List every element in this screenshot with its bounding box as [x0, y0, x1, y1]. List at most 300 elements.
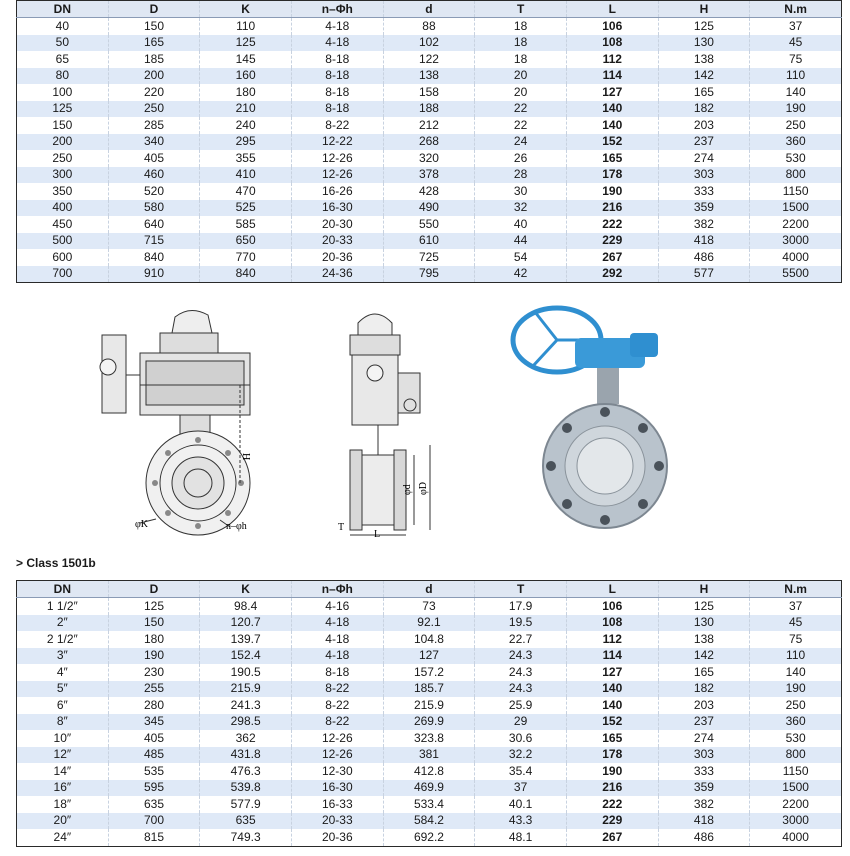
table-row	[17, 68, 842, 85]
table-cell: 485	[108, 747, 200, 764]
column-header: N.m	[750, 1, 842, 18]
table-cell: 125	[17, 101, 109, 118]
table-cell: 4″	[17, 664, 109, 681]
table-row	[17, 813, 842, 830]
column-header: d	[383, 1, 475, 18]
table-row	[17, 167, 842, 184]
table-cell: 274	[658, 150, 750, 167]
table-cell: 43.3	[475, 813, 567, 830]
table-cell: 50	[17, 35, 109, 52]
table-cell: 5500	[750, 266, 842, 283]
column-header: K	[200, 1, 292, 18]
table-cell: 490	[383, 200, 475, 217]
table-cell: 165	[658, 84, 750, 101]
dimension-table-2	[16, 580, 842, 847]
table-cell: 190	[566, 763, 658, 780]
table-cell: 165	[566, 730, 658, 747]
table-cell: 212	[383, 117, 475, 134]
table-cell: 18″	[17, 796, 109, 813]
table-cell: 910	[108, 266, 200, 283]
table-cell: 340	[108, 134, 200, 151]
table-cell: 188	[383, 101, 475, 118]
table-cell: 4-18	[291, 18, 383, 35]
table-cell: 267	[566, 249, 658, 266]
table-cell: 140	[566, 681, 658, 698]
table-cell: 150	[108, 615, 200, 632]
table-cell: 110	[750, 68, 842, 85]
table-cell: 160	[200, 68, 292, 85]
table-cell: 40	[475, 216, 567, 233]
table-cell: 203	[658, 117, 750, 134]
table-cell: 200	[17, 134, 109, 151]
table-cell: 158	[383, 84, 475, 101]
table-body	[17, 18, 842, 283]
table-cell: 240	[200, 117, 292, 134]
table-cell: 139.7	[200, 631, 292, 648]
table-cell: 12-26	[291, 730, 383, 747]
table-row	[17, 266, 842, 283]
table-row	[17, 648, 842, 665]
column-header: DN	[17, 581, 109, 598]
table-row	[17, 134, 842, 151]
table-row	[17, 796, 842, 813]
label-t: T	[338, 522, 345, 533]
table-cell: 152	[566, 134, 658, 151]
table-cell: 182	[658, 101, 750, 118]
table-cell: 2″	[17, 615, 109, 632]
table-cell: 476.3	[200, 763, 292, 780]
table-cell: 127	[566, 84, 658, 101]
table-cell: 157.2	[383, 664, 475, 681]
table-cell: 359	[658, 780, 750, 797]
table-cell: 190	[750, 681, 842, 698]
table-cell: 230	[108, 664, 200, 681]
column-header: n–Φh	[291, 1, 383, 18]
table-cell: 298.5	[200, 714, 292, 731]
table-cell: 3″	[17, 648, 109, 665]
table-cell: 112	[566, 51, 658, 68]
table-row	[17, 780, 842, 797]
table-cell: 250	[17, 150, 109, 167]
table-cell: 102	[383, 35, 475, 52]
table-cell: 138	[658, 631, 750, 648]
table-cell: 215.9	[200, 681, 292, 698]
table-cell: 17.9	[475, 598, 567, 615]
table-cell: 405	[108, 730, 200, 747]
table-cell: 28	[475, 167, 567, 184]
table-cell: 180	[200, 84, 292, 101]
table-cell: 250	[108, 101, 200, 118]
front-view-drawing	[80, 305, 280, 540]
table-cell: 345	[108, 714, 200, 731]
table-row	[17, 51, 842, 68]
table-cell: 185	[108, 51, 200, 68]
table-cell: 125	[108, 598, 200, 615]
table-cell: 255	[108, 681, 200, 698]
table-cell: 280	[108, 697, 200, 714]
table-cell: 359	[658, 200, 750, 217]
table-cell: 292	[566, 266, 658, 283]
table-row	[17, 233, 842, 250]
table-cell: 12-26	[291, 167, 383, 184]
table-cell: 24	[475, 134, 567, 151]
table-cell: 22	[475, 101, 567, 118]
table-cell: 635	[200, 813, 292, 830]
table-cell: 725	[383, 249, 475, 266]
column-header: L	[566, 581, 658, 598]
table-row	[17, 730, 842, 747]
table-cell: 500	[17, 233, 109, 250]
table-cell: 405	[108, 150, 200, 167]
table-cell: 16-30	[291, 200, 383, 217]
table-cell: 190	[108, 648, 200, 665]
column-header: L	[566, 1, 658, 18]
valve-photo	[505, 298, 705, 548]
table-cell: 8-22	[291, 714, 383, 731]
table-cell: 25.9	[475, 697, 567, 714]
table-cell: 106	[566, 598, 658, 615]
table-cell: 1150	[750, 763, 842, 780]
table-cell: 585	[200, 216, 292, 233]
table-cell: 138	[383, 68, 475, 85]
column-header: n–Φh	[291, 581, 383, 598]
table-cell: 200	[108, 68, 200, 85]
table-cell: 140	[566, 101, 658, 118]
table-cell: 8-18	[291, 101, 383, 118]
table-cell: 1500	[750, 780, 842, 797]
table-cell: 75	[750, 51, 842, 68]
table-cell: 269.9	[383, 714, 475, 731]
table-cell: 382	[658, 796, 750, 813]
table-cell: 20-30	[291, 216, 383, 233]
table-cell: 470	[200, 183, 292, 200]
table-cell: 229	[566, 813, 658, 830]
table-cell: 152	[566, 714, 658, 731]
table-cell: 4-16	[291, 598, 383, 615]
table-cell: 1150	[750, 183, 842, 200]
table-cell: 190.5	[200, 664, 292, 681]
table-cell: 635	[108, 796, 200, 813]
table-cell: 469.9	[383, 780, 475, 797]
table-cell: 18	[475, 35, 567, 52]
table-cell: 600	[17, 249, 109, 266]
table-cell: 180	[108, 631, 200, 648]
table-cell: 32	[475, 200, 567, 217]
table-cell: 45	[750, 35, 842, 52]
table-cell: 45	[750, 615, 842, 632]
table-cell: 8″	[17, 714, 109, 731]
column-header: D	[108, 1, 200, 18]
table-cell: 150	[108, 18, 200, 35]
table-row	[17, 249, 842, 266]
table-row	[17, 763, 842, 780]
table-cell: 16-26	[291, 183, 383, 200]
column-header: N.m	[750, 581, 842, 598]
table-cell: 185.7	[383, 681, 475, 698]
table-cell: 32.2	[475, 747, 567, 764]
table-cell: 114	[566, 68, 658, 85]
label-phi-big-d: φD	[418, 482, 429, 495]
table-cell: 12″	[17, 747, 109, 764]
table-cell: 142	[658, 68, 750, 85]
table-row	[17, 84, 842, 101]
label-n-phi-h: n–φh	[226, 521, 247, 532]
table-cell: 381	[383, 747, 475, 764]
table-cell: 580	[108, 200, 200, 217]
table-row	[17, 697, 842, 714]
table-cell: 140	[750, 84, 842, 101]
table-cell: 20	[475, 68, 567, 85]
table-cell: 323.8	[383, 730, 475, 747]
table-cell: 584.2	[383, 813, 475, 830]
table-cell: 44	[475, 233, 567, 250]
table-cell: 815	[108, 829, 200, 846]
table-cell: 6″	[17, 697, 109, 714]
table-cell: 75	[750, 631, 842, 648]
table-cell: 418	[658, 813, 750, 830]
table-cell: 486	[658, 249, 750, 266]
table-cell: 303	[658, 167, 750, 184]
table-cell: 120.7	[200, 615, 292, 632]
table-header-row	[17, 581, 842, 598]
table-row	[17, 183, 842, 200]
table-cell: 355	[200, 150, 292, 167]
table-row	[17, 615, 842, 632]
table-cell: 178	[566, 167, 658, 184]
table-header-row	[17, 1, 842, 18]
table-cell: 73	[383, 598, 475, 615]
table-cell: 530	[750, 730, 842, 747]
table-cell: 110	[750, 648, 842, 665]
table-cell: 4000	[750, 249, 842, 266]
table-cell: 250	[750, 117, 842, 134]
table-cell: 460	[108, 167, 200, 184]
table-cell: 40.1	[475, 796, 567, 813]
table-row	[17, 714, 842, 731]
table-cell: 2200	[750, 216, 842, 233]
table-row	[17, 664, 842, 681]
table-cell: 450	[17, 216, 109, 233]
column-header: D	[108, 581, 200, 598]
table-row	[17, 829, 842, 846]
table-cell: 190	[566, 183, 658, 200]
table-cell: 418	[658, 233, 750, 250]
table-cell: 795	[383, 266, 475, 283]
table-cell: 267	[566, 829, 658, 846]
table-row	[17, 117, 842, 134]
table-cell: 595	[108, 780, 200, 797]
table-cell: 20-33	[291, 813, 383, 830]
table-cell: 20″	[17, 813, 109, 830]
table-cell: 770	[200, 249, 292, 266]
table-cell: 37	[475, 780, 567, 797]
table-cell: 127	[566, 664, 658, 681]
table-cell: 431.8	[200, 747, 292, 764]
table-cell: 800	[750, 747, 842, 764]
table-body	[17, 598, 842, 847]
column-header: K	[200, 581, 292, 598]
table-cell: 140	[750, 664, 842, 681]
table-cell: 122	[383, 51, 475, 68]
table-cell: 533.4	[383, 796, 475, 813]
table-cell: 37	[750, 18, 842, 35]
table-cell: 130	[658, 35, 750, 52]
table-cell: 539.8	[200, 780, 292, 797]
table-cell: 237	[658, 714, 750, 731]
table-cell: 40	[17, 18, 109, 35]
table-cell: 152.4	[200, 648, 292, 665]
table-cell: 700	[108, 813, 200, 830]
table-cell: 30.6	[475, 730, 567, 747]
table-cell: 250	[750, 697, 842, 714]
table-cell: 12-26	[291, 747, 383, 764]
table-cell: 229	[566, 233, 658, 250]
table-cell: 268	[383, 134, 475, 151]
table-cell: 42	[475, 266, 567, 283]
table-cell: 382	[658, 216, 750, 233]
table-cell: 138	[658, 51, 750, 68]
table-cell: 150	[17, 117, 109, 134]
table-cell: 8-22	[291, 117, 383, 134]
table-cell: 18	[475, 51, 567, 68]
table-row	[17, 101, 842, 118]
table-cell: 577.9	[200, 796, 292, 813]
table-row	[17, 200, 842, 217]
table-cell: 8-22	[291, 681, 383, 698]
table-cell: 125	[658, 598, 750, 615]
table-row	[17, 598, 842, 615]
table-cell: 178	[566, 747, 658, 764]
table-cell: 16″	[17, 780, 109, 797]
table-cell: 550	[383, 216, 475, 233]
table-cell: 20	[475, 84, 567, 101]
table-cell: 100	[17, 84, 109, 101]
table-cell: 216	[566, 200, 658, 217]
table-cell: 24.3	[475, 664, 567, 681]
table-cell: 18	[475, 18, 567, 35]
table-cell: 610	[383, 233, 475, 250]
table-cell: 24.3	[475, 681, 567, 698]
table-cell: 127	[383, 648, 475, 665]
table-cell: 165	[108, 35, 200, 52]
table-cell: 4-18	[291, 648, 383, 665]
table-cell: 2200	[750, 796, 842, 813]
table-cell: 182	[658, 681, 750, 698]
table-cell: 37	[750, 598, 842, 615]
table-cell: 333	[658, 763, 750, 780]
table-cell: 530	[750, 150, 842, 167]
table-cell: 8-18	[291, 68, 383, 85]
table-row	[17, 681, 842, 698]
table-cell: 303	[658, 747, 750, 764]
table-cell: 360	[750, 714, 842, 731]
table-cell: 108	[566, 615, 658, 632]
column-header: H	[658, 1, 750, 18]
table-cell: 4000	[750, 829, 842, 846]
column-header: T	[475, 581, 567, 598]
table-cell: 2 1/2″	[17, 631, 109, 648]
table-cell: 35.4	[475, 763, 567, 780]
table-cell: 30	[475, 183, 567, 200]
table-cell: 800	[750, 167, 842, 184]
table-cell: 535	[108, 763, 200, 780]
table-cell: 190	[750, 101, 842, 118]
table-cell: 54	[475, 249, 567, 266]
table-cell: 24-36	[291, 266, 383, 283]
table-cell: 362	[200, 730, 292, 747]
table-cell: 8-22	[291, 697, 383, 714]
table-cell: 350	[17, 183, 109, 200]
table-cell: 428	[383, 183, 475, 200]
table-cell: 26	[475, 150, 567, 167]
side-view-drawing	[330, 305, 440, 540]
table-cell: 12-30	[291, 763, 383, 780]
table-cell: 29	[475, 714, 567, 731]
table-cell: 5″	[17, 681, 109, 698]
table-cell: 19.5	[475, 615, 567, 632]
table-cell: 8-18	[291, 51, 383, 68]
table-cell: 10″	[17, 730, 109, 747]
table-row	[17, 18, 842, 35]
table-cell: 215.9	[383, 697, 475, 714]
table-cell: 4-18	[291, 631, 383, 648]
table-cell: 22	[475, 117, 567, 134]
table-cell: 92.1	[383, 615, 475, 632]
table-cell: 333	[658, 183, 750, 200]
table-cell: 203	[658, 697, 750, 714]
column-header: H	[658, 581, 750, 598]
table-cell: 22.7	[475, 631, 567, 648]
table-cell: 20-36	[291, 249, 383, 266]
table-cell: 20-33	[291, 233, 383, 250]
table-row	[17, 747, 842, 764]
table-cell: 65	[17, 51, 109, 68]
table-cell: 216	[566, 780, 658, 797]
table-cell: 525	[200, 200, 292, 217]
table-cell: 14″	[17, 763, 109, 780]
table-cell: 222	[566, 216, 658, 233]
table-cell: 88	[383, 18, 475, 35]
table-cell: 412.8	[383, 763, 475, 780]
table-cell: 378	[383, 167, 475, 184]
label-l: L	[374, 529, 381, 540]
table-cell: 577	[658, 266, 750, 283]
table-cell: 220	[108, 84, 200, 101]
table-cell: 640	[108, 216, 200, 233]
table-row	[17, 35, 842, 52]
table-cell: 16-30	[291, 780, 383, 797]
column-header: d	[383, 581, 475, 598]
table-cell: 650	[200, 233, 292, 250]
table-cell: 48.1	[475, 829, 567, 846]
table-cell: 12-26	[291, 150, 383, 167]
class-heading: > Class 1501b	[16, 556, 96, 570]
table-cell: 3000	[750, 233, 842, 250]
table-cell: 210	[200, 101, 292, 118]
table-cell: 840	[108, 249, 200, 266]
table-cell: 140	[566, 697, 658, 714]
table-cell: 486	[658, 829, 750, 846]
table-cell: 360	[750, 134, 842, 151]
column-header: DN	[17, 1, 109, 18]
table-cell: 145	[200, 51, 292, 68]
table-cell: 295	[200, 134, 292, 151]
column-header: T	[475, 1, 567, 18]
table-cell: 300	[17, 167, 109, 184]
table-cell: 400	[17, 200, 109, 217]
table-cell: 8-18	[291, 84, 383, 101]
table-cell: 165	[566, 150, 658, 167]
